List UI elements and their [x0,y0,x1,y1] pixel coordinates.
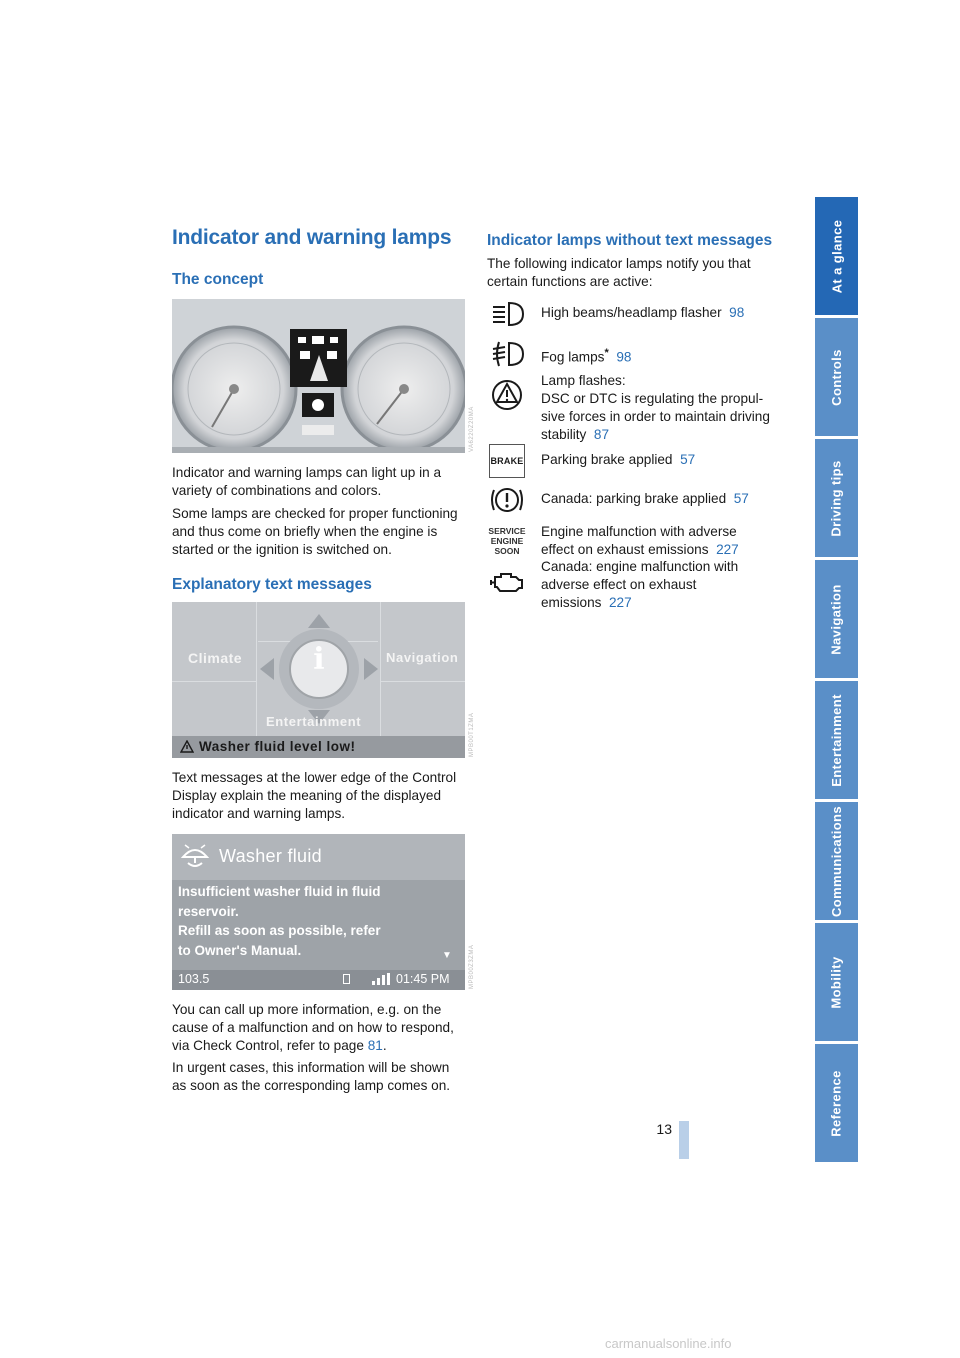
tab-controls[interactable]: Controls [815,318,858,436]
scroll-arrow-icon[interactable]: ▼ [442,950,452,961]
detail-title: Washer fluid [219,846,322,866]
chapter-tabs [815,197,858,1165]
list-item: Canada: engine malfunction with adverse effect on exhaust emissions 227 [487,558,787,612]
instrument-cluster-image [172,299,465,453]
detail-status-bar [172,970,465,990]
concept-para-1: Indicator and warning lamps can light up in a variety of combinations and colors. [172,465,442,498]
status-bar [172,736,465,758]
high-beam-icon [487,295,527,333]
list-item: Canada: parking brake applied 57 [487,481,787,519]
footer-watermark: carmanualsonline.info [605,1336,732,1351]
tab-mobility[interactable]: Mobility [815,923,858,1041]
tab-reference[interactable]: Reference [815,1044,858,1162]
page-link[interactable]: 57 [680,452,696,467]
fog-lamp-icon [487,335,527,373]
dsc-icon [487,376,527,414]
explanatory-heading: Explanatory text messages [172,576,372,593]
concept-heading: The concept [172,271,264,288]
phone-icon [343,974,350,984]
tab-driving-tips[interactable]: Driving tips [815,439,858,557]
list-item: BRAKE Parking brake applied 57 [487,442,787,482]
page-link[interactable]: 98 [616,349,632,365]
service-engine-soon-icon: SERVICE ENGINE SOON [488,526,526,556]
menu-navigation[interactable]: Navigation [386,650,459,665]
signal-strength-icon [372,973,392,985]
detail-line-2: reservoir. [178,903,239,919]
tab-communications[interactable]: Communications [815,802,858,920]
list-item: SERVICE ENGINE SOON Engine malfunction with adverse effect on exhaust emissions 227 [487,522,787,560]
page-link[interactable]: 227 [609,595,632,610]
info-letter: i [313,642,325,677]
menu-climate[interactable]: Climate [188,650,243,666]
control-display-menu-image [172,602,465,758]
menu-entertainment[interactable]: Entertainment [266,714,362,729]
explanatory-para-1: Text messages at the lower edge of the Control Display explain the meaning of the displayed indicator and warning lamps. [172,770,457,821]
image-code-3: MPB00Z3ZMA [469,944,475,989]
page-link[interactable]: 87 [593,427,610,442]
list-item: Fog lamps* 98 [487,335,787,373]
brake-icon: BRAKE [489,444,525,478]
image-code: VA6220Z20MA [469,406,475,452]
tab-entertainment[interactable]: Entertainment [815,681,858,799]
indicators-heading: Indicator lamps without text messages [487,232,773,249]
status-message: Washer fluid level low! [199,739,356,754]
page-number: 13 [656,1121,672,1137]
page-link-81[interactable]: 81 [367,1038,383,1053]
warning-triangle-icon [180,740,194,753]
page-title: Indicator and warning lamps [172,226,452,249]
detail-line-1: Insufficient washer fluid in fluid [178,884,381,899]
explanatory-para-2: You can call up more information, e.g. on the cause of a malfunction and on how to respond, via Check Control, refer to page 81. [172,1002,454,1053]
page-link[interactable]: 57 [733,491,749,506]
page-link[interactable]: 227 [716,542,739,557]
page-link[interactable]: 98 [729,305,745,320]
detail-body [172,880,452,966]
brake-circle-icon [487,481,527,519]
page-number-bar [679,1121,689,1159]
image-code-2: MPB00T1ZMA [469,712,475,757]
engine-icon [487,563,527,601]
indicators-intro: The following indicator lamps notify you that certain functions are active: [487,256,751,289]
instrument-cluster-graphic [172,299,465,453]
detail-line-4: to Owner's Manual. [178,942,302,958]
concept-para-2: Some lamps are checked for proper functioning and thus come on briefly when the engine is started or the ignition is switched on. [172,506,458,557]
washer-fluid-display-image [172,834,465,990]
explanatory-para-3: In urgent cases, this information will be shown as soon as the corresponding lamp comes on. [172,1060,451,1093]
detail-line-3: Refill as soon as possible, refer [178,923,381,938]
washer-fluid-icon [180,843,210,869]
clock-time: 01:45 PM [396,972,450,986]
radio-frequency: 103.5 [178,972,210,986]
list-item: High beams/headlamp flasher 98 [487,295,787,333]
tab-at-a-glance[interactable]: At a glance [815,197,858,315]
detail-header [172,834,465,880]
tab-navigation[interactable]: Navigation [815,560,858,678]
list-item: Lamp flashes: DSC or DTC is regulating the propul- sive forces in order to maintain driving stability 87 [487,372,787,442]
